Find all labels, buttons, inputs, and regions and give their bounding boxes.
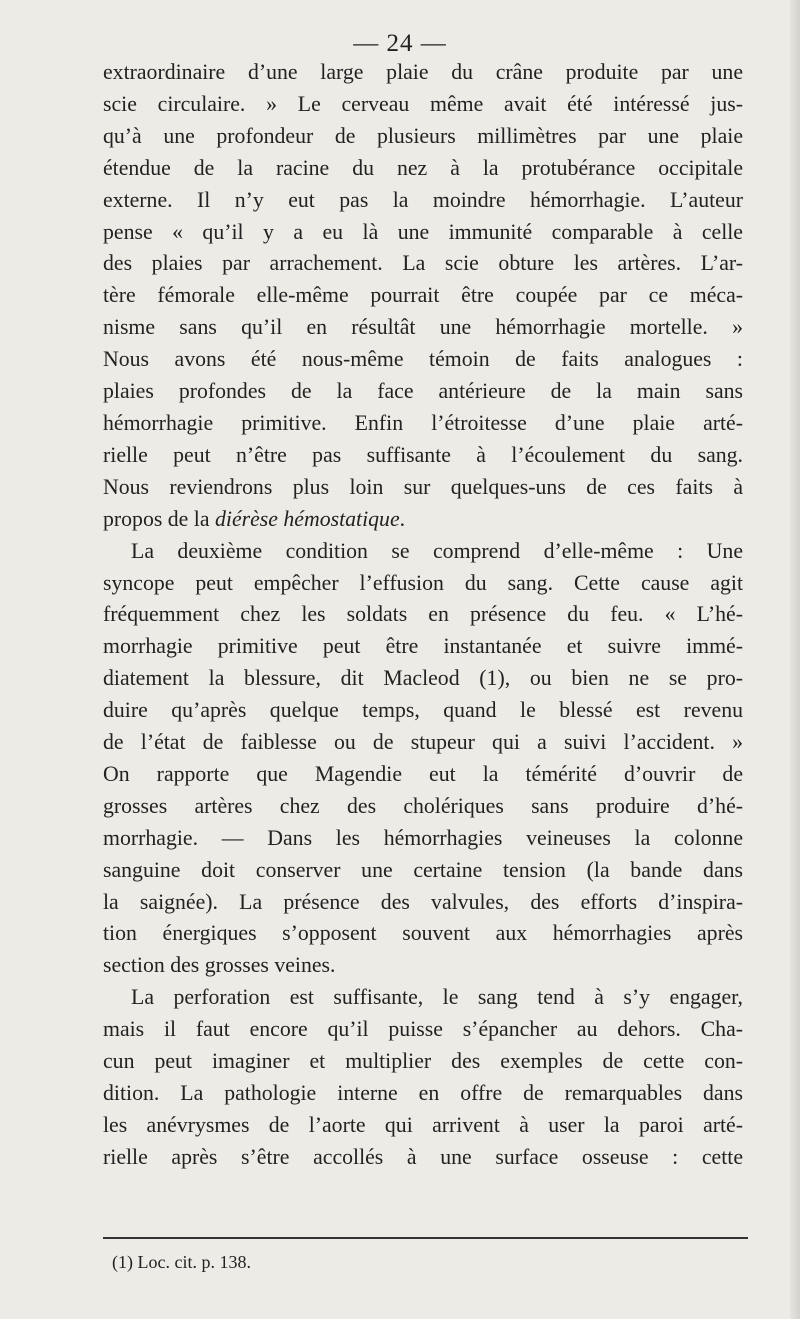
text-line: morrhagie. — Dans les hémorrhagies veineuses la colonne (103, 825, 743, 850)
text-line: scie circulaire. » Le cerveau même avait été intéressé jus- (103, 91, 743, 116)
text-line: Nous reviendrons plus loin sur quelques-uns de ces faits à (103, 474, 743, 499)
text-line: rielle peut n’être pas suffisante à l’écoulement du sang. (103, 442, 743, 467)
paragraph-start-line: La perforation est suffisante, le sang tend à s’y engager, (131, 985, 743, 1010)
paragraph-start-line: La deuxième condition se comprend d’elle-même : Une (131, 538, 743, 563)
text-line: Nous avons été nous-même témoin de faits analogues : (103, 347, 743, 372)
page-number: — 24 — (353, 30, 447, 57)
text-line: dition. La pathologie interne en offre de remarquables dans (103, 1081, 743, 1105)
text-line: externe. Il n’y eut pas la moindre hémorrhagie. L’auteur (103, 187, 743, 212)
text-line: plaies profondes de la face antérieure de la main sans (103, 379, 743, 404)
text-line: section des grosses veines. (103, 953, 336, 978)
text-line: syncope peut empêcher l’effusion du sang. Cette cause agit (103, 570, 743, 595)
body-text (103, 57, 743, 1174)
text-line: mais il faut encore qu’il puisse s’épancher au dehors. Cha- (103, 1017, 743, 1042)
text-line: tion énergiques s’opposent souvent aux hémorrhagies après (103, 921, 743, 946)
text-line: nisme sans qu’il en résultât une hémorrhagie mortelle. » (103, 315, 743, 340)
text-line: tère fémorale elle-même pourrait être coupée par ce méca- (103, 283, 743, 308)
emphasis-term: diérèse hémostatique (215, 506, 400, 531)
text-line: hémorrhagie primitive. Enfin l’étroitesse d’une plaie arté- (103, 410, 743, 435)
text-line: qu’à une profondeur de plusieurs millimètres par une plaie (103, 123, 743, 148)
text-line: rielle après s’être accollés à une surface osseuse : cette (103, 1144, 743, 1169)
text-line: de l’état de faiblesse ou de stupeur qui a suivi l’accident. » (103, 730, 743, 755)
text-line: On rapporte que Magendie eut la témérité d’ouvrir de (103, 761, 743, 786)
text-line: fréquemment chez les soldats en présence du feu. « L’hé- (103, 602, 743, 627)
text-line-emphasis (103, 504, 743, 536)
text-line: pense « qu’il y a eu là une immunité comparable à celle (103, 219, 743, 244)
text-line: cun peut imaginer et multiplier des exemples de cette con- (103, 1049, 743, 1074)
footnote-divider (103, 1237, 748, 1239)
footnote: (1) Loc. cit. p. 138. (112, 1252, 251, 1272)
text-line: morrhagie primitive peut être instantanée et suivre immé- (103, 634, 743, 659)
text-line: extraordinaire d’une large plaie du crâne produite par une (103, 60, 743, 84)
line-text-before: propos de la (103, 506, 215, 531)
text-line: la saignée). La présence des valvules, des efforts d’inspira- (103, 889, 743, 914)
text-line: des plaies par arrachement. La scie obture les artères. L’ar- (103, 251, 743, 276)
text-line: étendue de la racine du nez à la protubérance occipitale (103, 155, 743, 180)
line-text-after: . (399, 506, 406, 531)
text-line: les anévrysmes de l’aorte qui arrivent à user la paroi arté- (103, 1112, 743, 1137)
text-line: sanguine doit conserver une certaine tension (la bande dans (103, 857, 743, 882)
page-edge (790, 0, 800, 1319)
text-line: grosses artères chez des cholériques sans produire d’hé- (103, 793, 743, 818)
text-line: duire qu’après quelque temps, quand le blessé est revenu (103, 698, 743, 723)
text-line: diatement la blessure, dit Macleod (1), ou bien ne se pro- (103, 666, 743, 691)
